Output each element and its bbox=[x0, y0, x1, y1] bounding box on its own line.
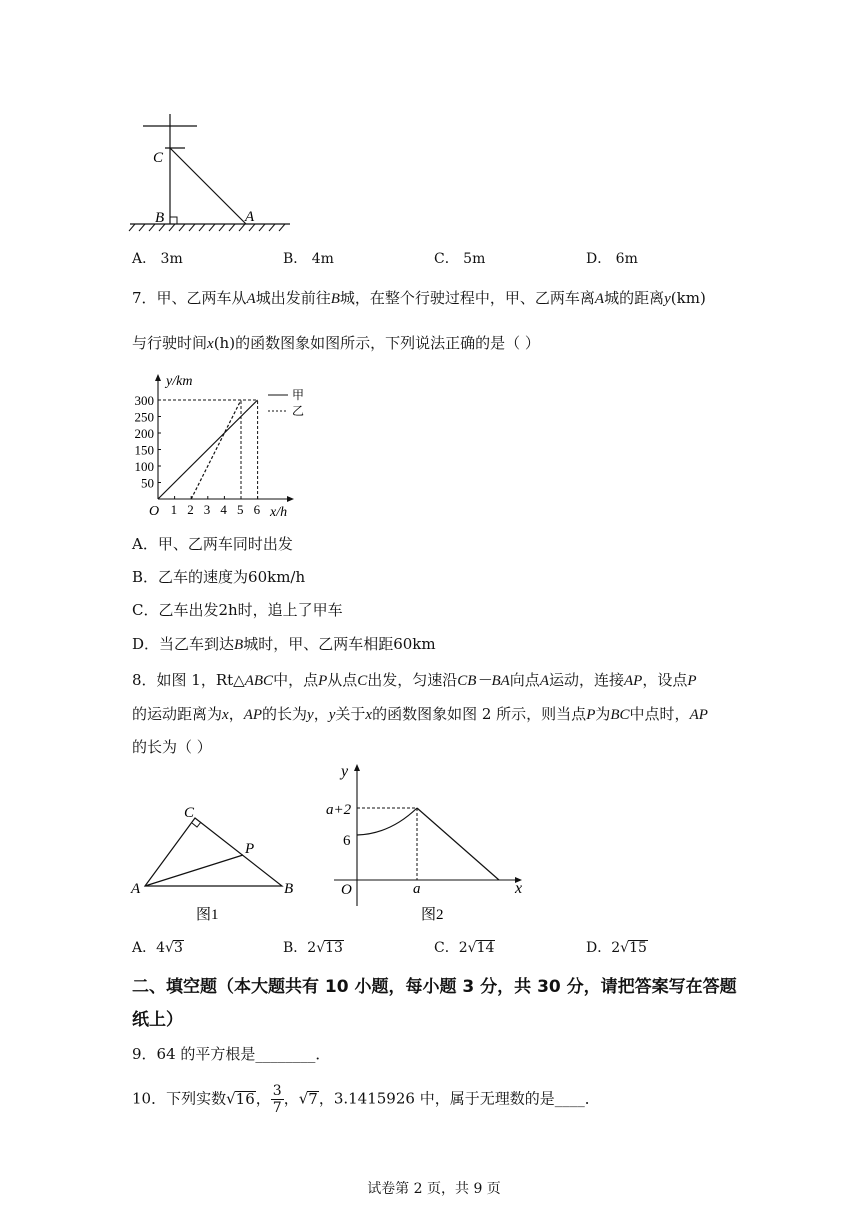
x-tick-label-4: 4 bbox=[220, 502, 227, 517]
triangle-abc bbox=[145, 818, 282, 886]
ground-hatching bbox=[129, 224, 285, 231]
q6-option-d[interactable]: D． 6m bbox=[586, 251, 638, 267]
q8-stem-line3: 的长为（ ） bbox=[132, 738, 212, 756]
y-tick-label-300: 300 bbox=[134, 393, 154, 408]
y-tick-label-250: 250 bbox=[134, 409, 154, 425]
q6-option-b[interactable]: B． 4m bbox=[283, 251, 334, 267]
origin-label: O bbox=[149, 504, 160, 519]
label-p: P bbox=[245, 841, 255, 857]
x-tick-label-2: 2 bbox=[187, 502, 194, 517]
q9-stem: 9．64 的平方根是________． bbox=[132, 1045, 331, 1063]
y-tick-label-50: 50 bbox=[141, 475, 154, 491]
page-footer: 试卷第 2 页，共 9 页 bbox=[367, 1181, 501, 1197]
cable-ca bbox=[170, 148, 246, 224]
section2-heading-line2: 纸上） bbox=[132, 1010, 183, 1030]
fraction-3-7: $\frac{3}{7}$ bbox=[272, 1083, 282, 1116]
q8-stem-line1: 8．如图 1，Rt△ABC中，点P从点C出发，匀速沿CB－BA向点A运动，连接AP，设点P bbox=[132, 671, 697, 689]
x-axis-arrow bbox=[287, 496, 294, 502]
q6-figure bbox=[125, 110, 300, 240]
q8-figure1 bbox=[126, 798, 306, 928]
y-axis-arrow bbox=[354, 764, 360, 771]
y-tick-label-200: 200 bbox=[134, 426, 154, 441]
y-tick-label-100: 100 bbox=[134, 459, 154, 474]
x-tick-label-1: 1 bbox=[170, 502, 178, 517]
label-a: A bbox=[131, 881, 141, 897]
label-b: B bbox=[155, 210, 165, 226]
y-tick-label-150: 150 bbox=[134, 442, 154, 458]
origin-label: O bbox=[341, 882, 352, 898]
q7-option-a[interactable]: A．甲、乙两车同时出发 bbox=[132, 535, 293, 553]
q7-stem-line2: 与行驶时间x(h)的函数图象如图所示，下列说法正确的是（ ） bbox=[132, 334, 540, 352]
label-c: C bbox=[184, 805, 195, 821]
label-six: 6 bbox=[343, 833, 351, 849]
y-axis-label: y bbox=[341, 763, 349, 780]
section2-heading-line1: 二、填空题（本大题共有 10 小题，每小题 3 分，共 30 分，请把答案写在答题 bbox=[132, 977, 737, 997]
x-tick-label-5: 5 bbox=[237, 502, 244, 517]
label-a: a bbox=[413, 881, 421, 897]
curve-segment bbox=[357, 808, 417, 835]
q10-stem: 10．下列实数√16， $\frac{3}{7}$ ，√7，3.1415926 中，属于无理数的是____． bbox=[132, 1083, 600, 1116]
q6-option-a[interactable]: A． 3m bbox=[132, 251, 183, 267]
right-angle-mark-c bbox=[192, 822, 201, 827]
y-axis-label: y/km bbox=[166, 374, 193, 389]
x-tick-label-6: 6 bbox=[253, 502, 261, 517]
right-angle-mark bbox=[170, 217, 177, 224]
q8-stem-line2: 的运动距离为x，AP的长为y，y关于x的函数图象如图 2 所示，则当点P为BC中点时，AP bbox=[132, 705, 708, 723]
label-a: A bbox=[245, 209, 255, 225]
q8-option-a[interactable]: A．4√3 bbox=[132, 940, 183, 956]
figure1-caption: 图1 bbox=[196, 907, 219, 923]
legend-label-yi: 乙 bbox=[292, 404, 305, 418]
y-axis-arrow bbox=[155, 374, 161, 381]
q7-option-b[interactable]: B．乙车的速度为60km/h bbox=[132, 568, 306, 586]
linear-segment bbox=[417, 808, 499, 880]
segment-ap bbox=[145, 855, 243, 886]
x-tick-label-3: 3 bbox=[203, 502, 211, 517]
label-a-plus-2: a+2 bbox=[326, 802, 352, 818]
figure2-caption: 图2 bbox=[421, 907, 444, 923]
series-line-yi bbox=[191, 400, 241, 499]
q8-option-d[interactable]: D．2√15 bbox=[586, 940, 647, 956]
q7-stem-line1: 7．甲、乙两车从A城出发前往B城，在整个行驶过程中，甲、乙两车离A城的距离y(km) bbox=[132, 289, 706, 307]
label-b: B bbox=[284, 881, 294, 897]
q8-option-b[interactable]: B．2√13 bbox=[283, 940, 343, 956]
x-axis-label: x/h bbox=[270, 505, 288, 520]
x-axis-label: x bbox=[515, 880, 523, 897]
q7-option-d[interactable]: D．当乙车到达B城时，甲、乙两车相距60km bbox=[132, 635, 436, 653]
q6-option-c[interactable]: C． 5m bbox=[434, 251, 486, 267]
series-line-jia bbox=[158, 400, 258, 499]
q7-chart bbox=[122, 368, 322, 523]
q8-figure2 bbox=[318, 756, 538, 928]
legend-label-jia: 甲 bbox=[292, 388, 305, 402]
label-c: C bbox=[153, 150, 164, 166]
q7-option-c[interactable]: C．乙车出发2h时，追上了甲车 bbox=[132, 601, 343, 619]
q8-option-c[interactable]: C．2√14 bbox=[434, 940, 495, 956]
